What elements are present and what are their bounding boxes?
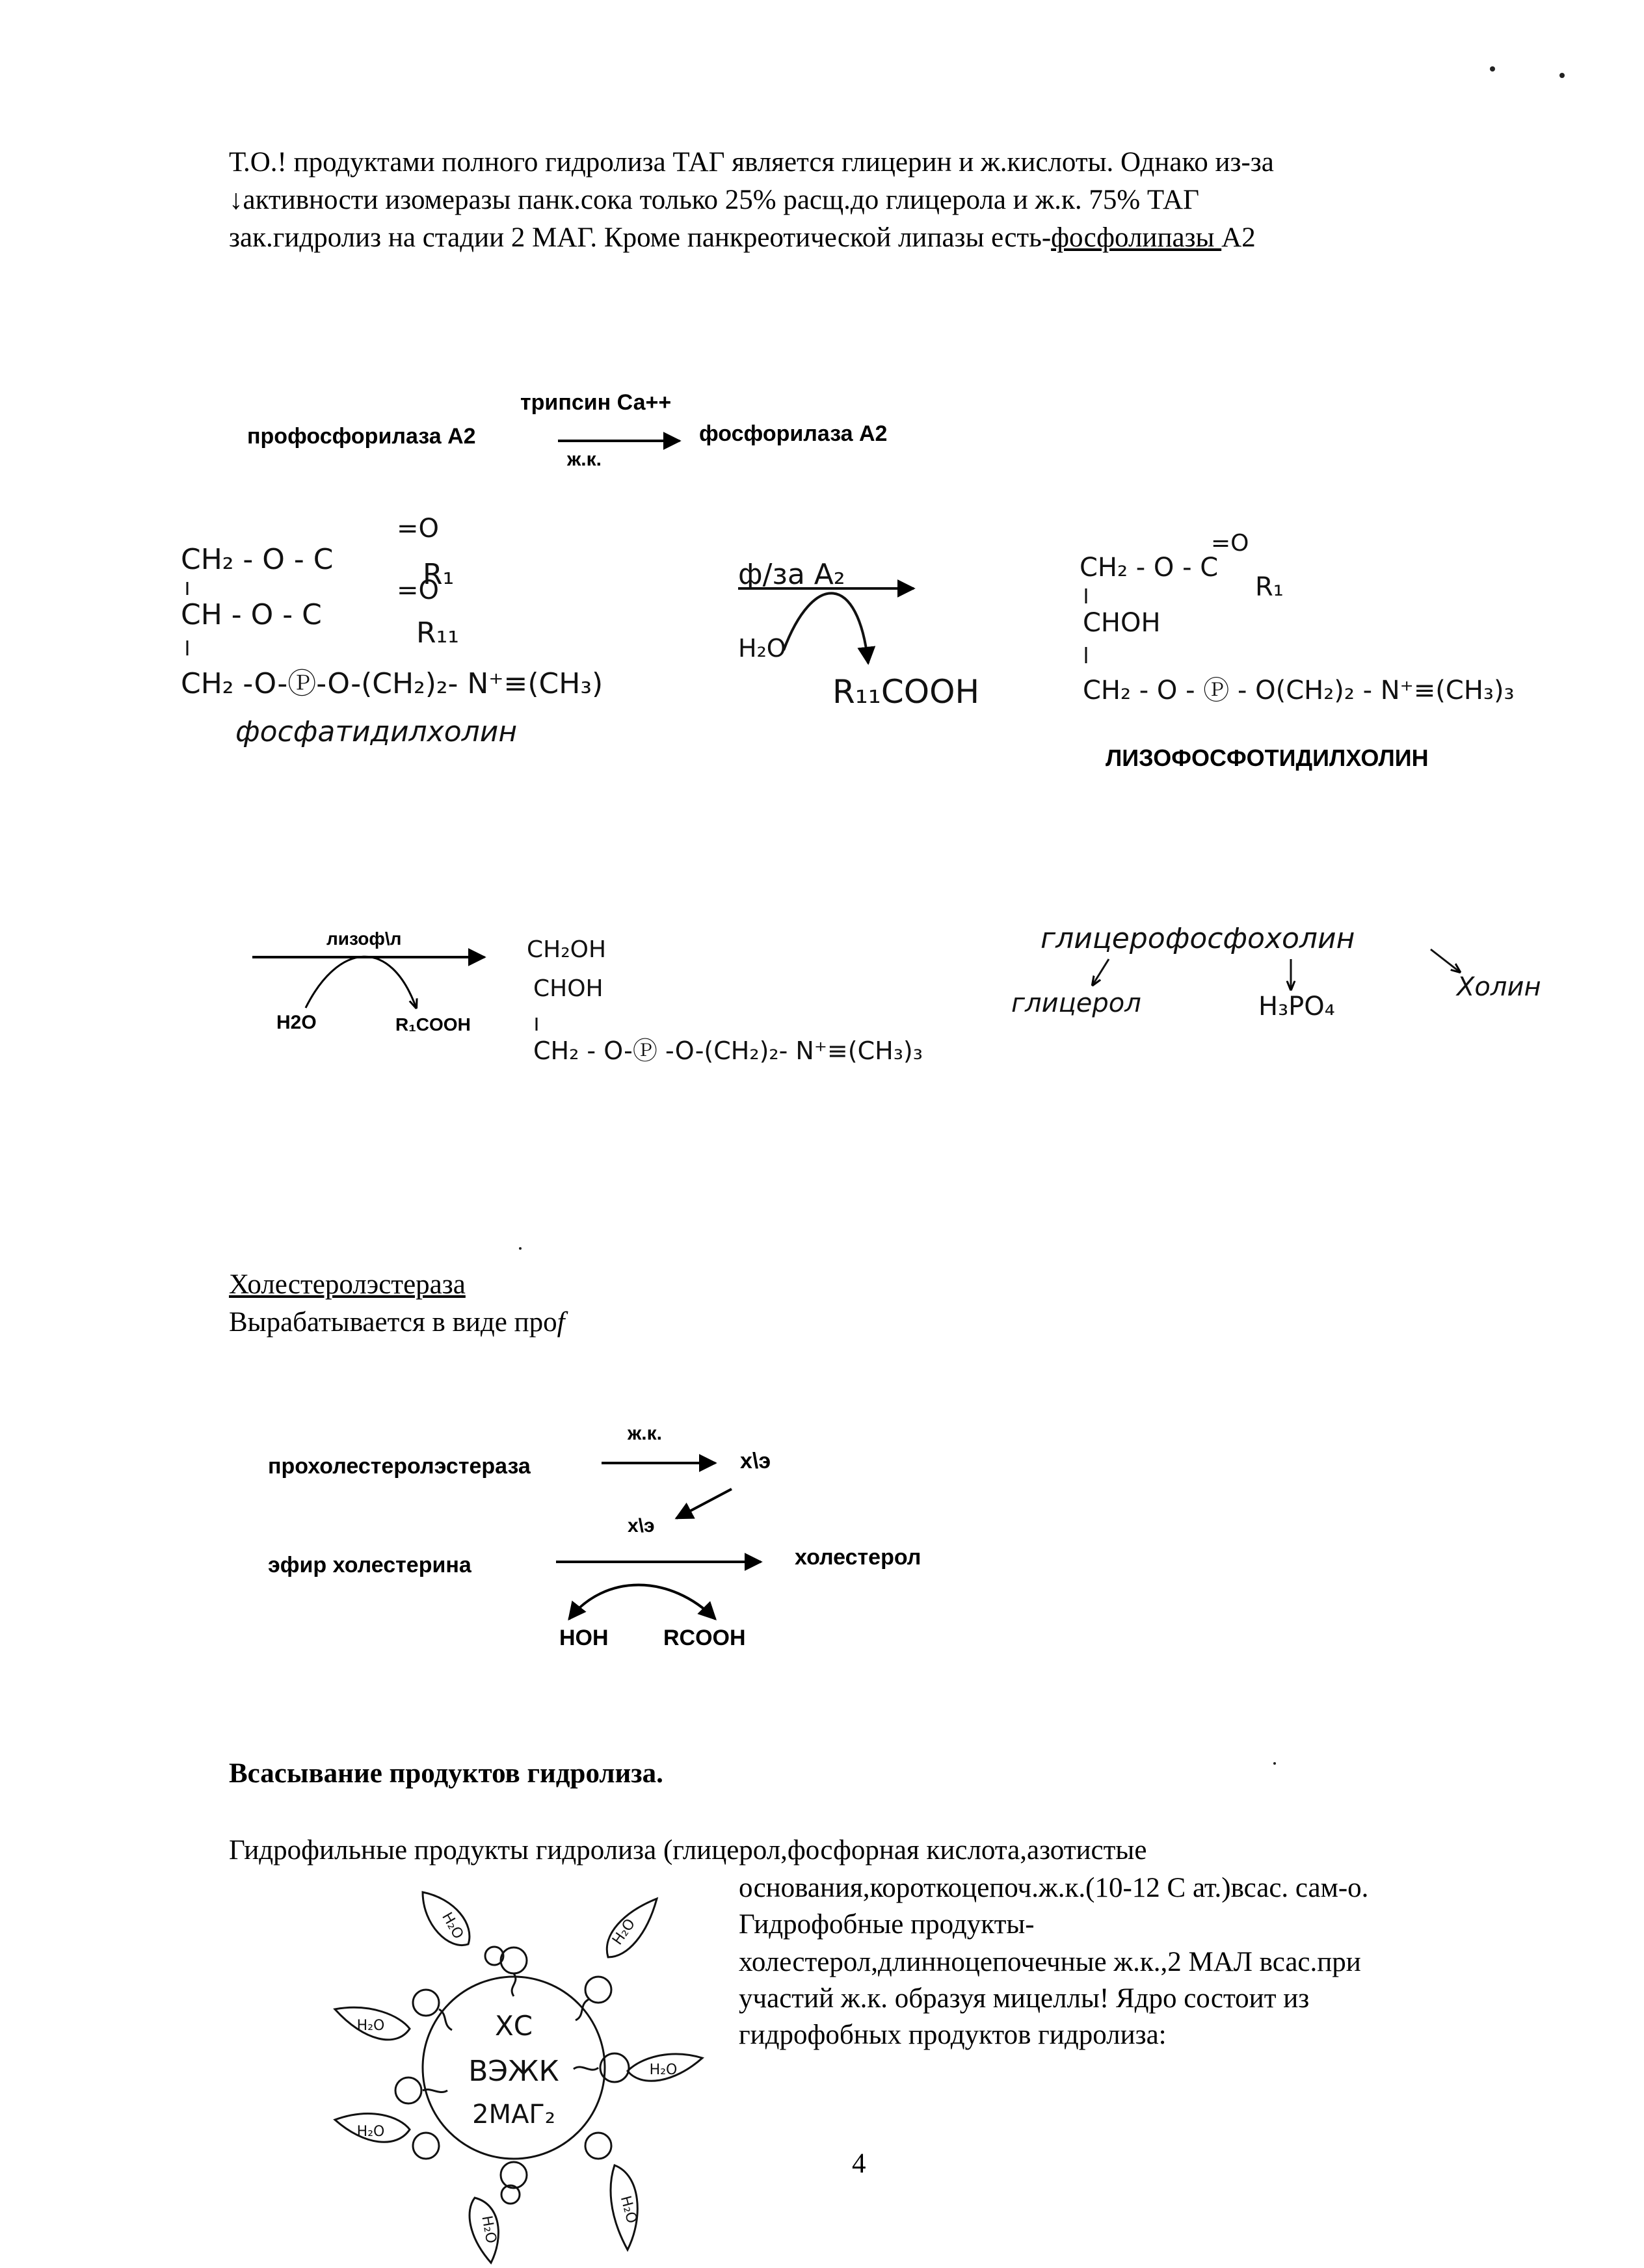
activation-cofactor: ж.к. <box>567 449 602 470</box>
svg-text:H₂O: H₂O <box>356 2018 385 2034</box>
pc-bonds <box>187 582 1086 663</box>
cholesterase-water: HOH <box>559 1626 609 1650</box>
cholesterase-acid: RCOOH <box>663 1626 746 1650</box>
gpc-glycerol: глицерол <box>1011 988 1141 1018</box>
pc-r1: R₁ <box>423 558 455 591</box>
lysopl-acid: R₁COOH <box>395 1014 471 1035</box>
activation-enzyme: трипсин Са++ <box>520 390 672 415</box>
absorption-p3: Гидрофобные продукты- <box>739 1909 1035 1940</box>
cholesterase-subtitle: Вырабатывается в виде проf <box>229 1307 565 1338</box>
lpc-line-1: CH₂ - O - C <box>1080 553 1219 583</box>
intro-line-3: зак.гидролиз на стадии 2 МАГ. Кроме панкреотической липазы есть-фосфолипазы А2 <box>229 222 1256 253</box>
lpc-name: ЛИЗОФОСФОТИДИЛХОЛИН <box>1106 745 1429 771</box>
active-arrow <box>676 1489 732 1518</box>
svg-text:H₂O: H₂O <box>478 2214 499 2245</box>
page-number: 4 <box>852 2148 866 2179</box>
lysopl-water: H2O <box>276 1012 317 1033</box>
intro-line-2: ↓активности изомеразы панк.сока только 25% расщ.до глицерола и ж.к. 75% ТАГ <box>229 185 1199 215</box>
pc-r2: R₁₁ <box>416 616 459 650</box>
micelle-core-2: ВЭЖК <box>468 2055 559 2088</box>
cholesterase-title: Холестеролэстераза <box>229 1269 466 1300</box>
procholesterase: прохолестеролэстераза <box>268 1454 531 1479</box>
lpc-oxo: =O <box>1211 530 1249 557</box>
absorption-heading: Всасывание продуктов гидролиза. <box>229 1758 663 1789</box>
cholesterol: холестерол <box>795 1545 921 1570</box>
absorption-p6: гидрофобных продуктов гидролиза: <box>739 2020 1167 2050</box>
cholesterase-active-2: х\э <box>628 1515 655 1536</box>
micelle-core-1: ХС <box>494 2010 533 2042</box>
gpc-line-3: CH₂ - O-Ⓟ -O-(CH₂)₂- N⁺≡(CH₃)₃ <box>533 1036 923 1065</box>
lpc-line-3: CH₂ - O - Ⓟ - O(CH₂)₂ - N⁺≡(CH₃)₃ <box>1083 676 1515 705</box>
pla2-water: H₂O <box>738 634 786 663</box>
ester-curve <box>569 1585 715 1620</box>
gpc-arrows <box>1093 949 1460 990</box>
lysopl-enzyme: лизоф\л <box>326 929 402 949</box>
pc-oxo-2: =O <box>397 575 439 605</box>
intro-line-1: Т.О.! продуктами полного гидролиза ТАГ является глицерин и ж.кислоты. Однако из-за <box>229 147 1274 178</box>
scan-specks <box>519 66 1565 1765</box>
micelle <box>335 1892 702 2263</box>
gpc-choline: Холин <box>1457 972 1541 1002</box>
lpc-r1: R₁ <box>1255 572 1284 602</box>
pla2-curve <box>784 593 868 663</box>
cholesterol-ester: эфир холестерина <box>268 1553 471 1577</box>
pc-line-1: CH₂ - O - C <box>181 543 334 576</box>
pc-name: фосфатидилхолин <box>235 715 518 748</box>
svg-text:H₂O: H₂O <box>609 1916 639 1948</box>
svg-text:H₂O: H₂O <box>438 1910 467 1942</box>
absorption-p2: основания,короткоцепоч.ж.к.(10-12 С ат.)всас. сам-о. <box>739 1873 1369 1903</box>
cholesterase-active: х\э <box>740 1449 771 1473</box>
lpc-line-2: CHOH <box>1083 608 1161 638</box>
svg-text:H₂O: H₂O <box>616 2194 640 2226</box>
absorption-p5: участий ж.к. образуя мицеллы! Ядро состоит из <box>739 1983 1310 2014</box>
cholesterase-activator: ж.к. <box>628 1423 662 1444</box>
phospholipase-link: фосфолипазы <box>1051 222 1222 253</box>
pc-line-3: CH₂ -O-Ⓟ-O-(CH₂)₂- N⁺≡(CH₃) <box>181 667 603 700</box>
pc-line-2: CH - O - C <box>181 598 322 631</box>
gpc-line-1: CH₂OH <box>527 936 607 963</box>
activation-product: фосфорилаза А2 <box>699 421 888 446</box>
lysopl-curve <box>306 956 416 1008</box>
pla2-enzyme: ф/за А₂ <box>738 558 845 591</box>
activation-substrate: профосфорилаза А2 <box>247 424 476 449</box>
pla2-acid: R₁₁COOH <box>832 673 980 711</box>
gpc-phosphate: H₃PO₄ <box>1258 992 1335 1022</box>
svg-text:H₂O: H₂O <box>356 2124 385 2140</box>
absorption-p4: холестерол,длинноцепочечные ж.к.,2 МАЛ всас.при <box>739 1947 1361 1977</box>
gpc-line-2: CHOH <box>533 975 603 1002</box>
pc-oxo-1: =O <box>397 514 439 544</box>
absorption-p1: Гидрофильные продукты гидролиза (глицерол,фосфорная кислота,азотистые <box>229 1835 1147 1866</box>
gpc-name: глицерофосфохолин <box>1041 922 1355 955</box>
svg-text:H₂O: H₂O <box>649 2062 678 2078</box>
micelle-labels <box>357 1910 678 2245</box>
micelle-core-3: 2МАГ₂ <box>472 2100 555 2130</box>
